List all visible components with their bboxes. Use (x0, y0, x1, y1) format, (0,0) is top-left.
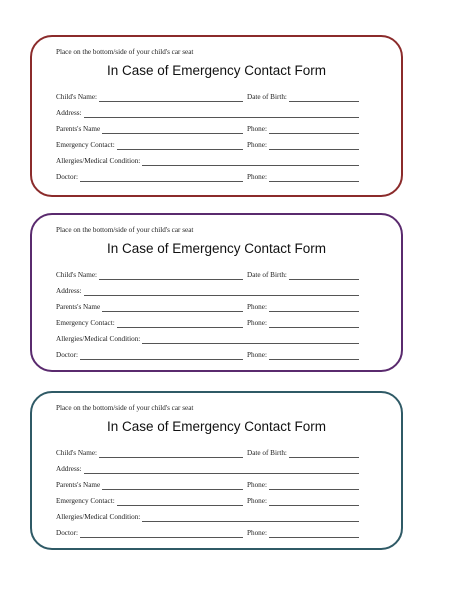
phone-label: Phone: (247, 319, 267, 327)
car-seat-note: Place on the bottom/side of your child's car seat (56, 48, 194, 56)
emergency-contact-label: Emergency Contact: (56, 319, 115, 327)
doctor-field[interactable] (80, 529, 243, 538)
row-parents-phone (56, 300, 359, 312)
phone-label: Phone: (247, 125, 267, 133)
date-of-birth-label: Date of Birth: (247, 93, 287, 101)
emergency-contact-field[interactable] (117, 319, 243, 328)
parents-name-field[interactable] (102, 125, 243, 134)
childs-name-field[interactable] (99, 93, 243, 102)
emergency-contact-label: Emergency Contact: (56, 141, 115, 149)
row-address (56, 106, 359, 118)
childs-name-label: Child's Name: (56, 449, 98, 457)
phone-label: Phone: (247, 303, 267, 311)
row-parents-phone (56, 478, 359, 490)
date-of-birth-field[interactable] (289, 449, 359, 458)
car-seat-note: Place on the bottom/side of your child's car seat (56, 226, 194, 234)
parents-name-field[interactable] (102, 481, 243, 490)
row-child-dob (56, 90, 359, 102)
childs-name-field[interactable] (99, 271, 243, 280)
emergency-form-card-1 (30, 35, 403, 197)
row-doctor-phone (56, 170, 359, 182)
row-emergency-phone (56, 138, 359, 150)
allergies-field[interactable] (142, 157, 359, 166)
address-label: Address: (56, 109, 82, 117)
address-field[interactable] (84, 109, 359, 118)
emergency-phone-field[interactable] (269, 141, 359, 150)
phone-label: Phone: (247, 481, 267, 489)
address-field[interactable] (84, 287, 359, 296)
doctor-label: Doctor: (56, 173, 78, 181)
allergies-label: Allergies/Medical Condition: (56, 157, 141, 165)
doctor-label: Doctor: (56, 529, 78, 537)
row-address (56, 284, 359, 296)
allergies-label: Allergies/Medical Condition: (56, 335, 141, 343)
phone-label: Phone: (247, 141, 267, 149)
parents-name-field[interactable] (102, 303, 243, 312)
row-allergies (56, 154, 359, 166)
emergency-contact-label: Emergency Contact: (56, 497, 115, 505)
date-of-birth-field[interactable] (289, 271, 359, 280)
row-allergies (56, 510, 359, 522)
row-allergies (56, 332, 359, 344)
childs-name-field[interactable] (99, 449, 243, 458)
address-label: Address: (56, 465, 82, 473)
doctor-phone-field[interactable] (269, 173, 359, 182)
row-doctor-phone (56, 348, 359, 360)
emergency-form-card-2 (30, 213, 403, 372)
row-address (56, 462, 359, 474)
phone-label: Phone: (247, 497, 267, 505)
emergency-form-card-3 (30, 391, 403, 550)
date-of-birth-label: Date of Birth: (247, 271, 287, 279)
row-emergency-phone (56, 494, 359, 506)
emergency-contact-field[interactable] (117, 141, 243, 150)
phone-label: Phone: (247, 529, 267, 537)
parents-name-label: Parents's Name (56, 303, 101, 311)
address-label: Address: (56, 287, 82, 295)
car-seat-note: Place on the bottom/side of your child's car seat (56, 404, 194, 412)
phone-label: Phone: (247, 351, 267, 359)
allergies-field[interactable] (142, 335, 359, 344)
allergies-field[interactable] (142, 513, 359, 522)
address-field[interactable] (84, 465, 359, 474)
date-of-birth-label: Date of Birth: (247, 449, 287, 457)
childs-name-label: Child's Name: (56, 271, 98, 279)
emergency-phone-field[interactable] (269, 497, 359, 506)
parents-phone-field[interactable] (269, 303, 359, 312)
parents-phone-field[interactable] (269, 481, 359, 490)
form-title: In Case of Emergency Contact Form (106, 241, 327, 256)
doctor-field[interactable] (80, 351, 243, 360)
row-parents-phone (56, 122, 359, 134)
emergency-phone-field[interactable] (269, 319, 359, 328)
parents-name-label: Parents's Name (56, 481, 101, 489)
parents-name-label: Parents's Name (56, 125, 101, 133)
allergies-label: Allergies/Medical Condition: (56, 513, 141, 521)
row-doctor-phone (56, 526, 359, 538)
doctor-phone-field[interactable] (269, 351, 359, 360)
doctor-phone-field[interactable] (269, 529, 359, 538)
parents-phone-field[interactable] (269, 125, 359, 134)
row-child-dob (56, 268, 359, 280)
form-title: In Case of Emergency Contact Form (106, 63, 327, 78)
doctor-field[interactable] (80, 173, 243, 182)
phone-label: Phone: (247, 173, 267, 181)
row-emergency-phone (56, 316, 359, 328)
emergency-contact-field[interactable] (117, 497, 243, 506)
form-title: In Case of Emergency Contact Form (106, 419, 327, 434)
date-of-birth-field[interactable] (289, 93, 359, 102)
childs-name-label: Child's Name: (56, 93, 98, 101)
doctor-label: Doctor: (56, 351, 78, 359)
row-child-dob (56, 446, 359, 458)
